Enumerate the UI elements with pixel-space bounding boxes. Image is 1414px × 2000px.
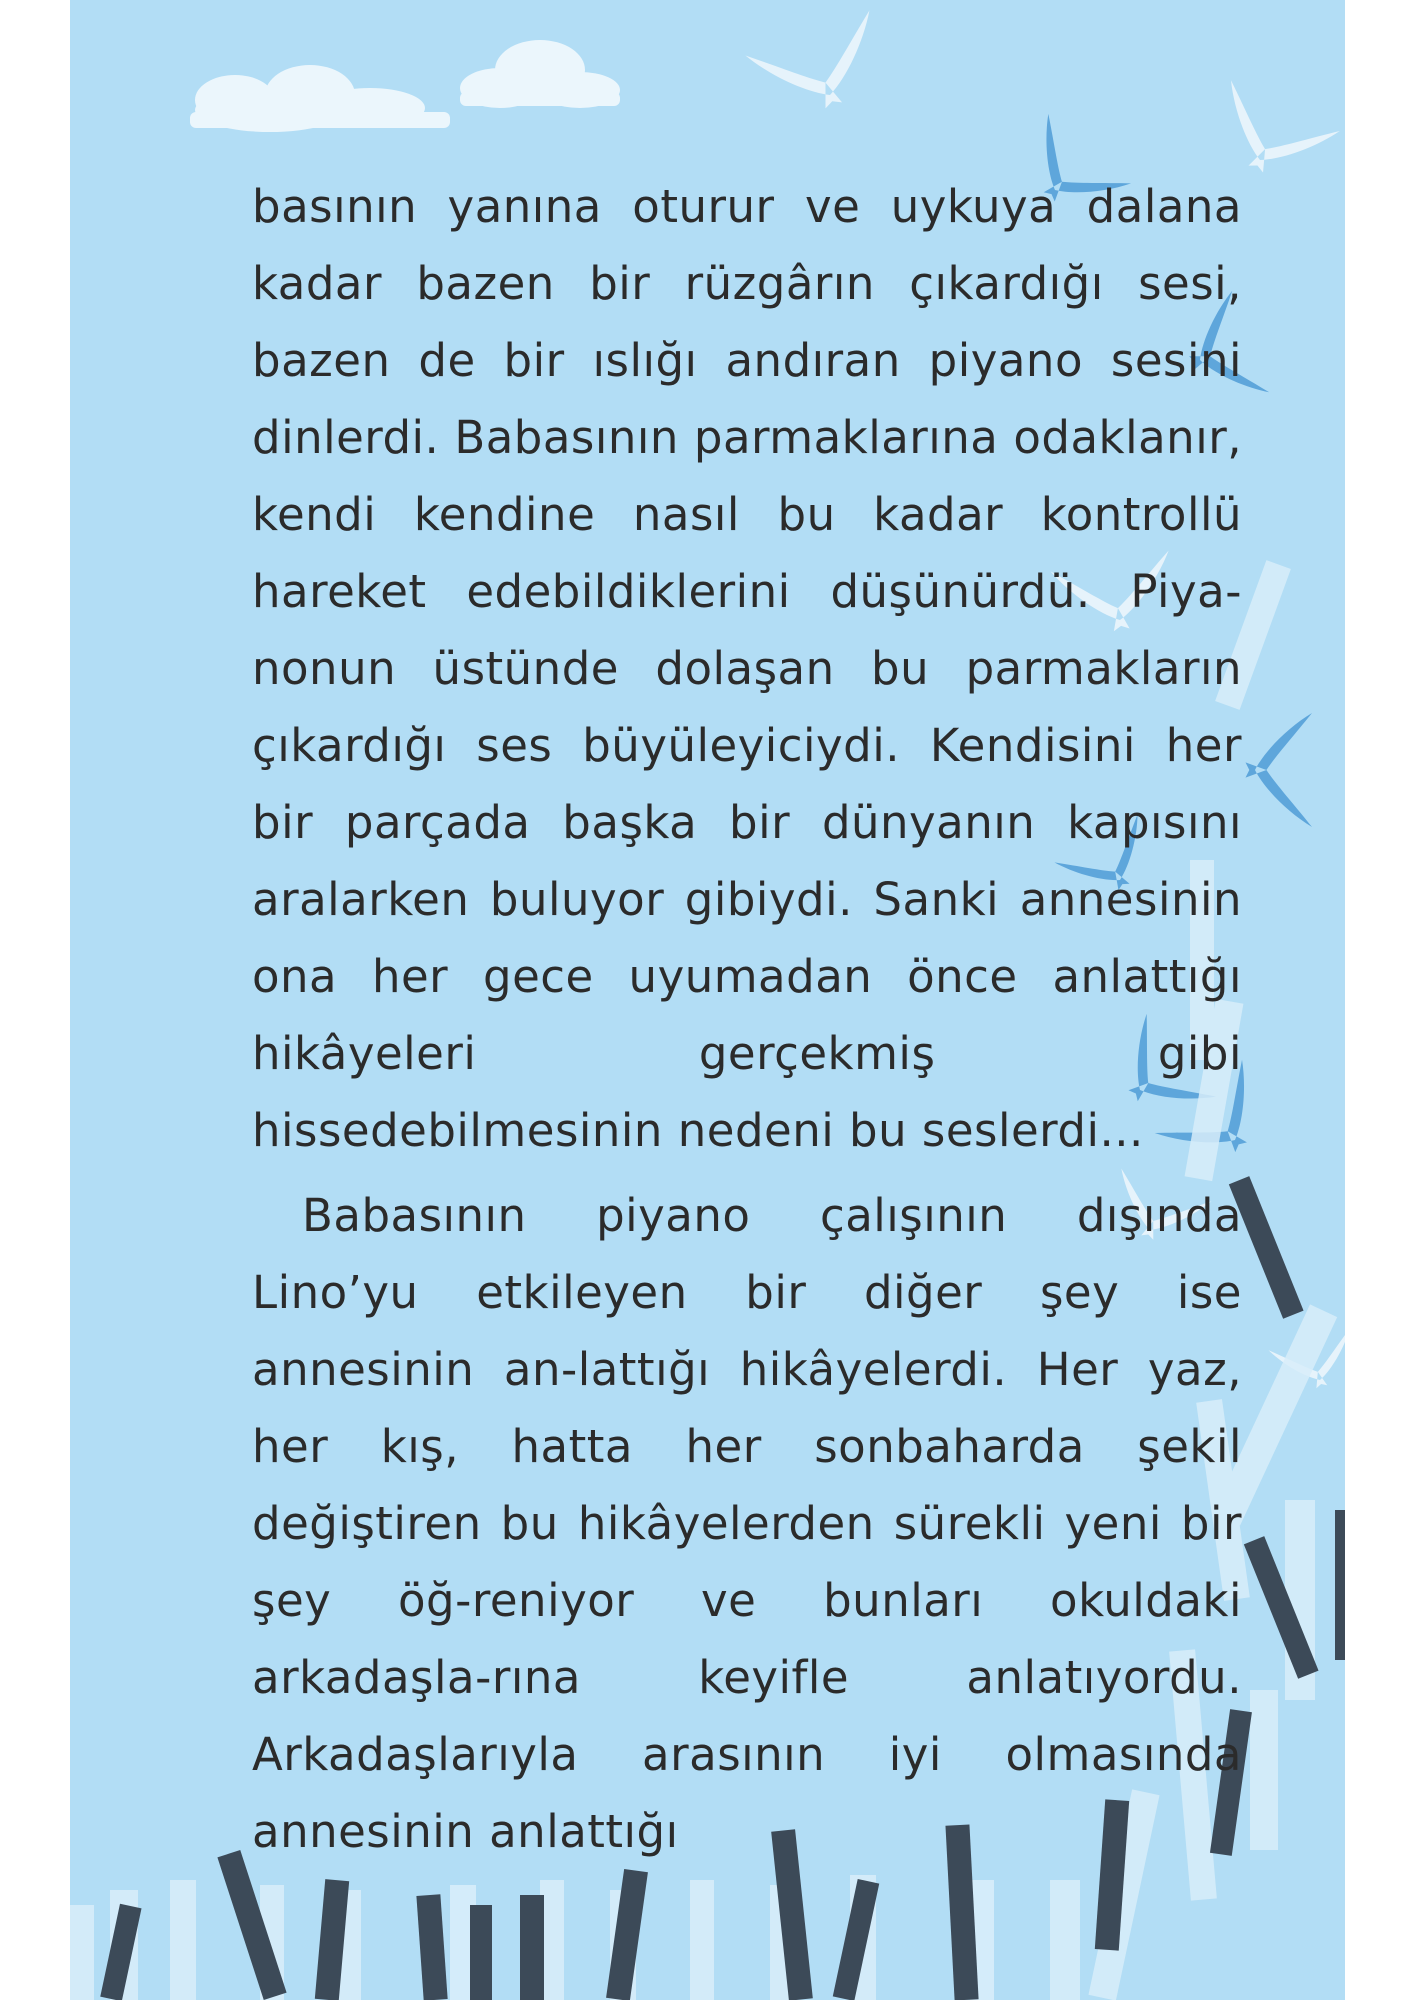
paragraph: basının yanına oturur ve uykuya dalana kadar bazen bir rüzgârın çıkardığı sesi, bazen de bir ıslığı andıran piyano sesini dinlerdi. Babasının parmaklarına odaklanır, kendi kendine nasıl bu kadar kontrollü hareket edebildiklerini düşünürdü. Piya-nonun üstünde dolaşan bu parmakların çıkardığı ses büyüleyiciydi. Kendisini her bir parçada başka bir dünyanın kapısını aralarken buluyor gibiydi. Sanki annesinin ona her gece uyumadan önce anlattığı hikâyeleri gerçekmiş gibi hissedebilmesinin nedeni bu seslerdi... xyxy=(252,180,1242,1157)
cloud-icon xyxy=(460,40,620,108)
bird-icon xyxy=(1246,713,1313,827)
story-text xyxy=(252,168,1242,1870)
paragraph: Babasının piyano çalışının dışında Lino’yu etkileyen bir diğer şey ise annesinin an-lattığı hikâyelerdi. Her yaz, her kış, hatta her sonbaharda şekil değiştiren bu hikâyelerden sürekli yeni bir şey öğ-reniyor ve bunları okuldaki arkadaşla-rına keyifle anlatıyordu. Arkadaşlarıyla arasının iyi olmasında annesinin anlattığı xyxy=(252,1189,1242,1858)
bird-icon xyxy=(745,10,895,128)
book-page xyxy=(70,0,1345,2000)
cloud-icon xyxy=(190,65,450,132)
